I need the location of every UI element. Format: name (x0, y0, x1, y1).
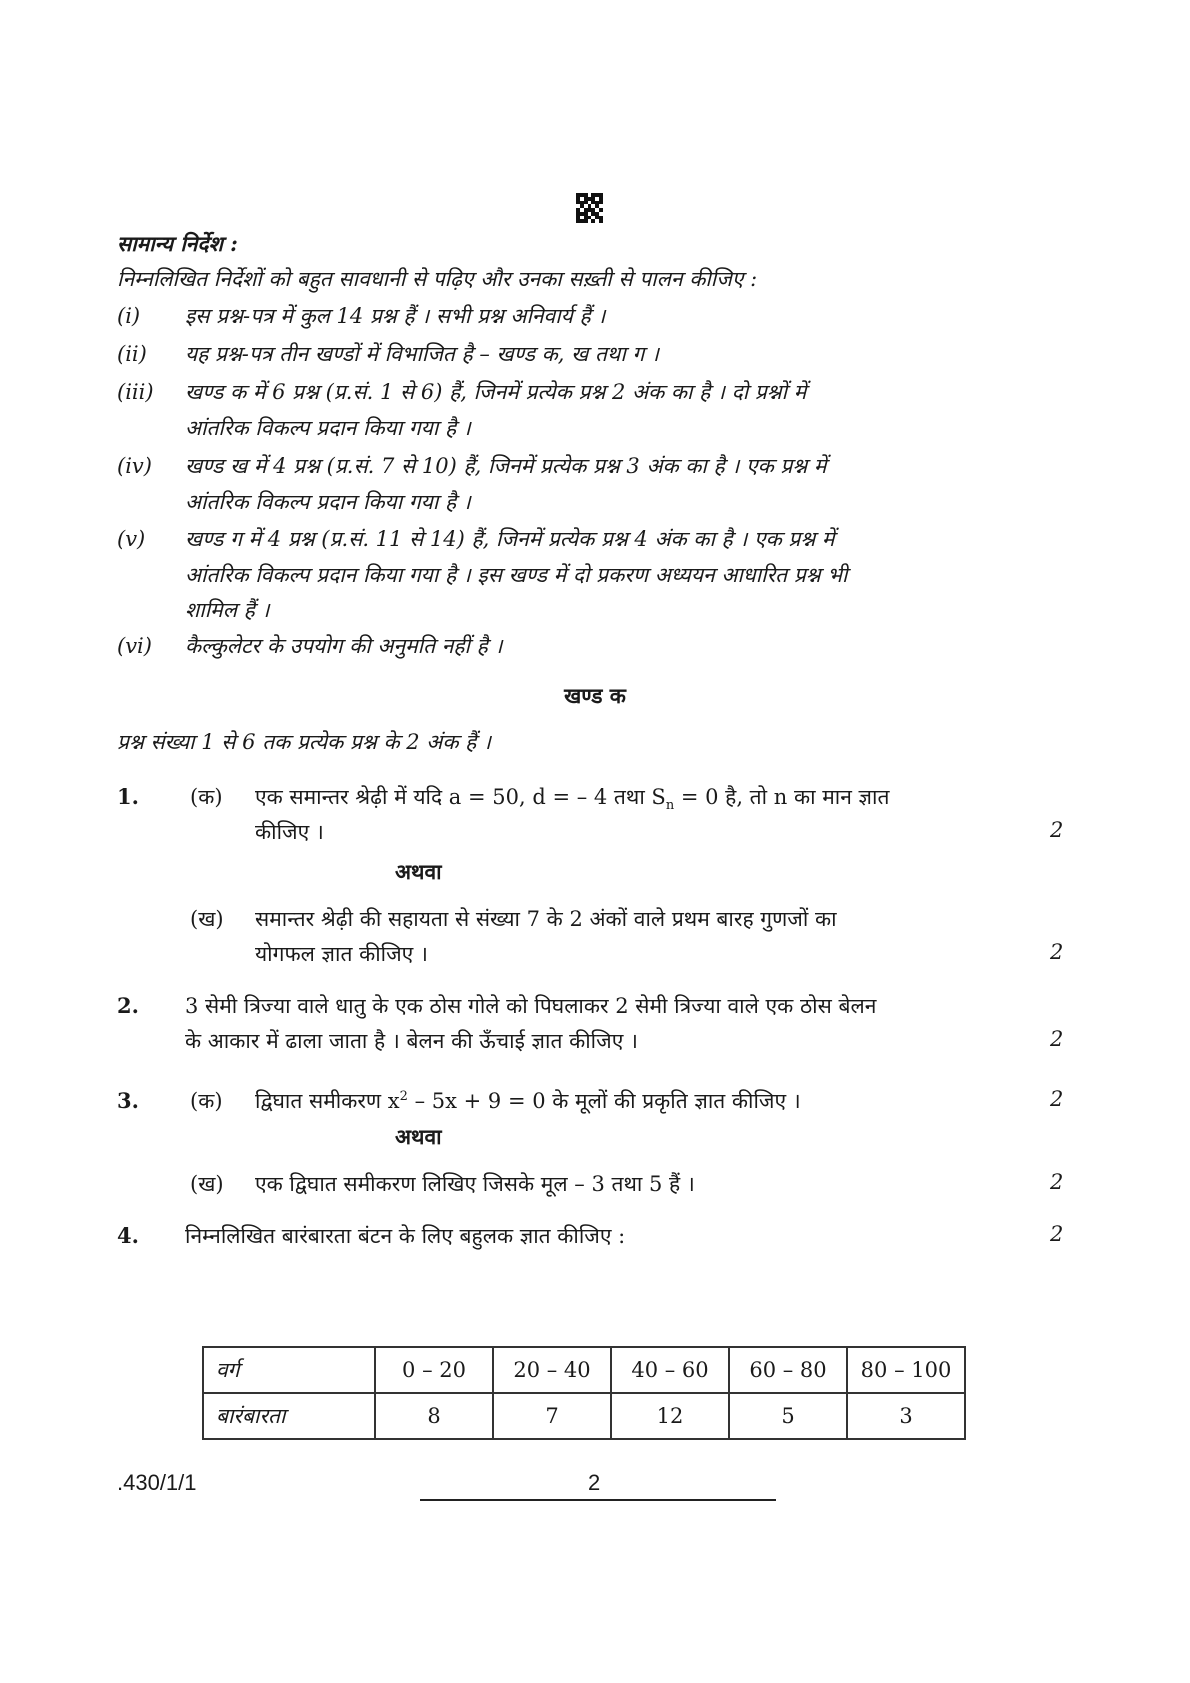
table-cell: 60 – 80 (729, 1347, 847, 1393)
qr-code-icon (576, 193, 603, 223)
frequency-table (202, 1346, 966, 1440)
instruction-text: आंतरिक विकल्प प्रदान किया गया है । इस खण्ड में दो प्रकरण अध्ययन आधारित प्रश्न भी (185, 563, 848, 587)
question-text: समान्तर श्रेढ़ी की सहायता से संख्या 7 के 2 अंकों वाले प्रथम बारह गुणजों का (255, 907, 837, 931)
instruction-num: (iv) (117, 454, 152, 478)
option-label: (क) (190, 1089, 223, 1113)
question-number: 4. (117, 1223, 139, 1248)
table-cell: 12 (611, 1393, 729, 1439)
table-cell: 20 – 40 (493, 1347, 611, 1393)
instruction-num: (ii) (117, 342, 147, 366)
instruction-text: इस प्रश्न-पत्र में कुल 14 प्रश्न हैं । सभी प्रश्न अनिवार्य हैं । (185, 304, 606, 328)
option-label: (ख) (190, 907, 224, 931)
instruction-num: (i) (117, 304, 141, 328)
instruction-text: खण्ड ग में 4 प्रश्न (प्र.सं. 11 से 14) हैं, जिनमें प्रत्येक प्रश्न 4 अंक का है । एक प्रश्न में (185, 527, 835, 551)
instruction-num: (vi) (117, 634, 152, 658)
table-row (203, 1393, 965, 1439)
marks: 2 (1050, 940, 1064, 964)
section-note: प्रश्न संख्या 1 से 6 तक प्रत्येक प्रश्न के 2 अंक हैं । (117, 730, 491, 754)
question-number: 2. (117, 993, 139, 1018)
instruction-num: (v) (117, 527, 146, 551)
table-cell: 3 (847, 1393, 965, 1439)
question-text-part: – 5x + 9 = 0 के मूलों की प्रकृति ज्ञात कीजिए । (407, 1089, 801, 1113)
paper-code: .430/1/1 (117, 1470, 197, 1495)
or-label: अथवा (395, 859, 442, 884)
footer-divider (420, 1499, 776, 1501)
instruction-text: खण्ड ख में 4 प्रश्न (प्र.सं. 7 से 10) हैं, जिनमें प्रत्येक प्रश्न 3 अंक का है । एक प्रश्न में (185, 454, 827, 478)
table-cell: 80 – 100 (847, 1347, 965, 1393)
question-text-part: = 0 है, तो n का मान ज्ञात (674, 785, 890, 809)
or-label: अथवा (395, 1124, 442, 1149)
instructions-title: सामान्य निर्देश : (117, 231, 238, 256)
marks: 2 (1050, 1027, 1064, 1051)
marks: 2 (1050, 1087, 1064, 1111)
instruction-text: शामिल हैं । (185, 598, 270, 622)
table-cell: 5 (729, 1393, 847, 1439)
marks: 2 (1050, 1222, 1064, 1246)
table-cell: 7 (493, 1393, 611, 1439)
subscript: n (665, 798, 675, 814)
page-number: 2 (588, 1470, 601, 1495)
table-cell: 40 – 60 (611, 1347, 729, 1393)
section-title: खण्ड क (564, 683, 626, 708)
table-cell: 0 – 20 (375, 1347, 493, 1393)
question-text (255, 1087, 801, 1115)
option-label: (क) (190, 785, 223, 809)
instruction-text: कैल्कुलेटर के उपयोग की अनुमति नहीं है । (185, 634, 503, 658)
question-text: के आकार में ढाला जाता है । बेलन की ऊँचाई ज्ञात कीजिए । (185, 1029, 638, 1053)
question-text: 3 सेमी त्रिज्या वाले धातु के एक ठोस गोले को पिघलाकर 2 सेमी त्रिज्या वाले एक ठोस बेलन (185, 994, 877, 1018)
table-cell: 8 (375, 1393, 493, 1439)
option-label: (ख) (190, 1172, 224, 1196)
table-row (203, 1347, 965, 1393)
question-text: एक द्विघात समीकरण लिखिए जिसके मूल – 3 तथा 5 हैं । (255, 1172, 695, 1196)
instruction-text: आंतरिक विकल्प प्रदान किया गया है । (185, 490, 471, 514)
instruction-text: यह प्रश्न-पत्र तीन खण्डों में विभाजित है – खण्ड क, ख तथा ग । (185, 342, 659, 366)
instructions-intro: निम्नलिखित निर्देशों को बहुत सावधानी से पढ़िए और उनका सख़्ती से पालन कीजिए : (117, 267, 758, 291)
marks: 2 (1050, 818, 1064, 842)
row-header: बारंबारता (203, 1393, 375, 1439)
question-text: निम्नलिखित बारंबारता बंटन के लिए बहुलक ज्ञात कीजिए : (185, 1224, 626, 1248)
question-text-part: एक समान्तर श्रेढ़ी में यदि a = 50, d = – 4 तथा S (255, 785, 666, 809)
row-header: वर्ग (203, 1347, 375, 1393)
question-text: योगफल ज्ञात कीजिए । (255, 942, 428, 966)
question-text-part: द्विघात समीकरण x (255, 1089, 400, 1113)
question-number: 1. (117, 784, 139, 809)
instruction-num: (iii) (117, 380, 154, 404)
instruction-text: आंतरिक विकल्प प्रदान किया गया है । (185, 416, 471, 440)
marks: 2 (1050, 1170, 1064, 1194)
question-number: 3. (117, 1088, 139, 1113)
superscript: 2 (399, 1089, 408, 1104)
question-text (255, 783, 890, 814)
instruction-text: खण्ड क में 6 प्रश्न (प्र.सं. 1 से 6) हैं, जिनमें प्रत्येक प्रश्न 2 अंक का है । दो प्रश्नों में (185, 380, 807, 404)
question-text: कीजिए । (255, 820, 324, 844)
